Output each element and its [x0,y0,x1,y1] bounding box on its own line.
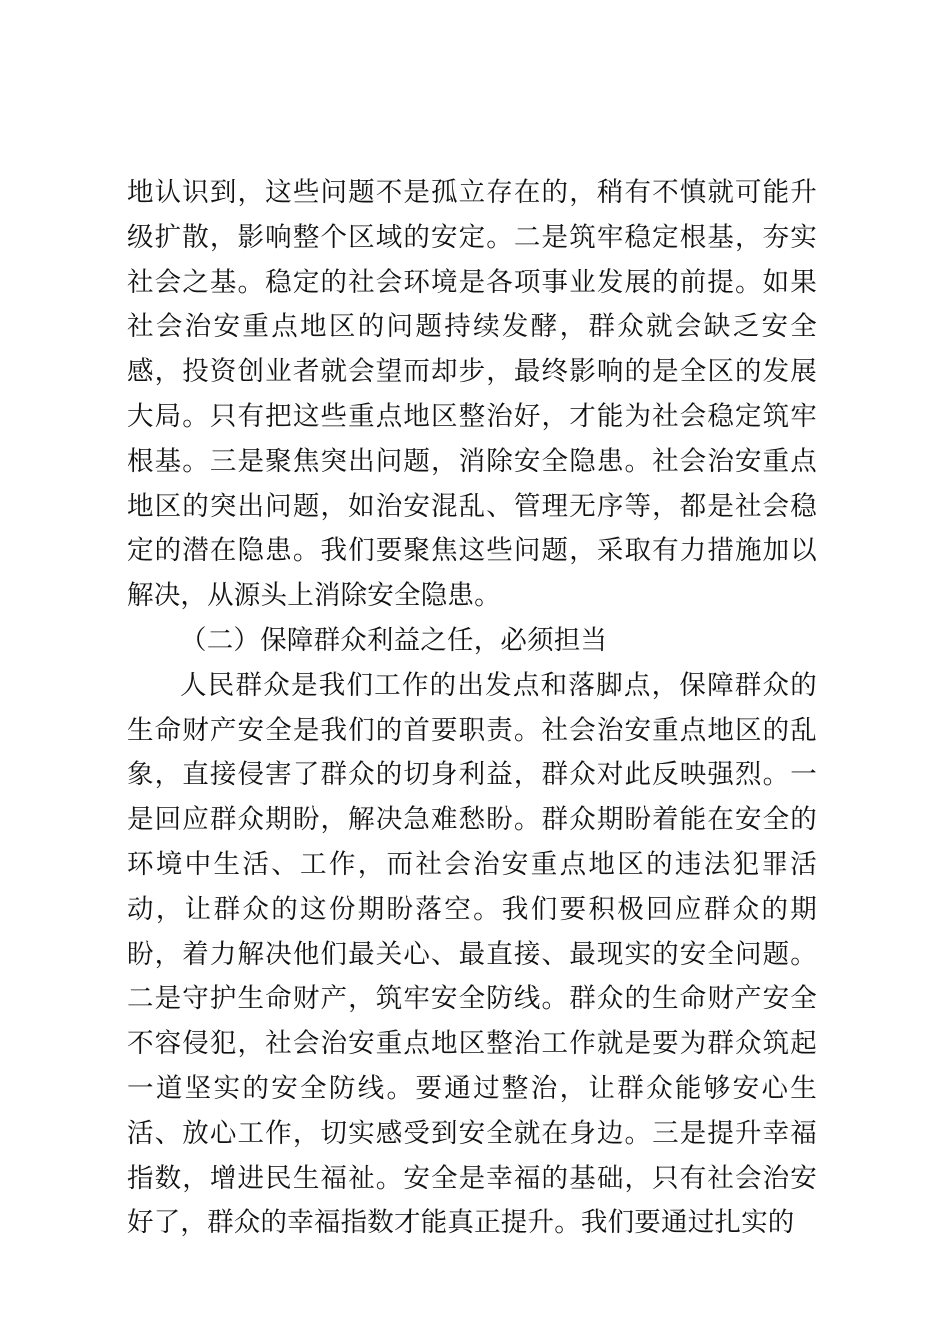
paragraph-main: 人民群众是我们工作的出发点和落脚点，保障群众的生命财产安全是我们的首要职责。社会治安重点地区的乱象，直接侵害了群众的切身利益，群众对此反映强烈。一是回应群众期盼，解决急难愁盼。群众期盼着能在安全的环境中生活、工作，而社会治安重点地区的违法犯罪活动，让群众的这份期盼落空。我们要积极回应群众的期盼，着力解决他们最关心、最直接、最现实的安全问题。二是守护生命财产，筑牢安全防线。群众的生命财产安全不容侵犯，社会治安重点地区整治工作就是要为群众筑起一道坚实的安全防线。要通过整治，让群众能够安心生活、放心工作，切实感受到安全就在身边。三是提升幸福指数，增进民生福祉。安全是幸福的基础，只有社会治安好了，群众的幸福指数才能真正提升。我们要通过扎实的 [127,669,817,1239]
paragraph-continuation: 地认识到，这些问题不是孤立存在的，稍有不慎就可能升级扩散，影响整个区域的安定。二是筑牢稳定根基，夯实社会之基。稳定的社会环境是各项事业发展的前提。如果社会治安重点地区的问题持续发酵，群众就会缺乏安全感，投资创业者就会望而却步，最终影响的是全区的发展大局。只有把这些重点地区整治好，才能为社会稳定筑牢根基。三是聚焦突出问题，消除安全隐患。社会治安重点地区的突出问题，如治安混乱、管理无序等，都是社会稳定的潜在隐患。我们要聚焦这些问题，采取有力措施加以解决，从源头上消除安全隐患。 [127,177,817,612]
section-heading: （二）保障群众利益之任，必须担当 [180,624,608,656]
body-text [127,171,817,1246]
